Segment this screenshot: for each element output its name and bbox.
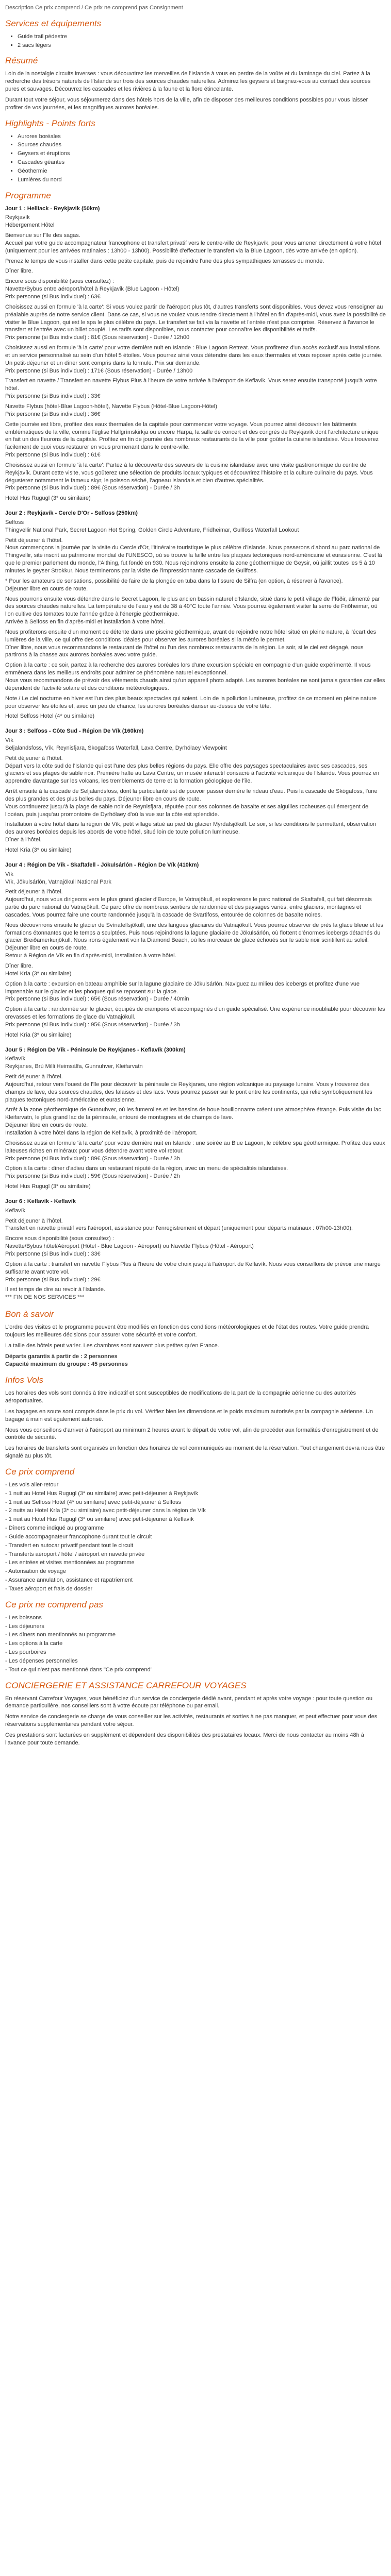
day-paragraph [5,922,386,960]
services-title: Services et équipements [5,18,102,28]
day-line: Déjeuner libre en cours de route. [5,945,88,952]
list-item: - Les vols aller-retour [5,1481,59,1488]
day-paragraph [5,980,386,1004]
info-paragraph: Notre service de conciergerie se charge de vous conseiller sur les activités, restaurants et sorties à ne pas manquer, et peut effectuer pour vous des réservations supplémentaires pendant votre séjour. [5,1714,378,1728]
ce-prix-comprend-title: Ce prix comprend [5,1466,75,1477]
day-line: Hotel Kría (3* ou similaire) [5,847,72,853]
programme-title: Programme [5,190,51,200]
day-line: Arrêt ensuite à la cascade de Seljalandsfoss, dont la particularité est de pouvoir passer derrière le rideau d'eau. Puis la cascade de Skógafoss, l'une des plus grandes et des plus belles du pays. Déjeuner libre en cours de route. [5,788,378,802]
day-paragraph [5,1217,386,1233]
day-line: Vík [5,737,13,744]
list-item: - Assurance annulation, assistance et rapatriement [5,1577,133,1584]
day-section [5,205,386,503]
info-paragraph: En réservant Carrefour Voyages, vous bénéficiez d'un service de conciergerie dédié avant, pendant et après votre voyage : pour toute question ou demande particulière, nos conseillers sont à votre écoute par téléphone ou par email. [5,1695,373,1709]
info-paragraph: Les horaires de transferts sont organisés en fonction des horaires de vol communiqués au moment de la réservation. Tout changement devra nous être signalé au plus tôt. [5,1445,385,1460]
day-line: Vous continuerez jusqu'à la plage de sable noir de Reynisfjara, réputée pour ses colonnes de basalte et ses aiguilles rocheuses qui émergent de l'océan, puis jusqu'au promontoire de Dyrhólaey d'où la vue sur la côte est splendide. [5,803,369,818]
list-item: - Les dîners non mentionnés au programme [5,1632,116,1638]
day-line: Nous découvrirons ensuite le glacier de Svínafellsjökull, une des langues glaciaires du Vatnajökull. Vous pourrez observer de près la glace bleue et les formations étonnantes que le temps a sculptées. Puis nous rejoindrons la lagune glaciaire de Jökulsárlón, où flottent d'énormes icebergs détachés du glacier Breiðamerkurjökull. Nous irons également voir la Diamond Beach, où les morceaux de glace échoués sur le sable noir scintillent au soleil. [5,922,383,944]
day-paragraph [5,403,386,418]
list-item: - 1 nuit au Selfoss Hotel (4* ou similaire) avec petit-déjeuner à Selfoss [5,1499,182,1505]
day-line: Hotel Hus Rugugl (3* ou similaire) [5,495,91,502]
day-line: Prix personne (si Bus individuel) : 61€ [5,452,101,459]
day-title: Jour 4 : Région De Vík - Skaftafell - Jökulsárlón - Région De Vík (410km) [5,861,199,868]
day-paragraph [5,713,386,720]
bon-a-savoir-title: Bon à savoir [5,1309,54,1319]
day-line: Prix personne (si Bus individuel) : 63€ [5,294,101,300]
day-line: Il est temps de dire au revoir à l'Islande. [5,1286,106,1293]
day-title: Jour 3 : Selfoss - Côte Sud - Région De Vík (160km) [5,728,144,735]
day-line: Nous vous recommandons de prévoir des vêtements chauds ainsi qu'un appareil photo adapté. Les aurores boréales ne sont jamais garanties car elles dépendent de l'activité solaire et des conditions météorologiques. [5,677,385,691]
info-paragraph: La taille des hôtels peut varier. Les chambres sont souvent plus petites qu'en France. [5,1342,219,1349]
day-line: Navette Flybus (hôtel-Blue Lagoon-hôtel), Navette Flybus (Hôtel-Blue Lagoon-Hôtel) [5,403,217,410]
day-line: Prix personne (si Bus individuel) : 81€ (Sous réservation) - Durée / 12h00 [5,334,190,341]
list-item: - Autorisation de voyage [5,1568,67,1575]
list-item: ▪ 2 sacs légers [18,42,386,49]
ne-comprend-pas-list [5,1614,386,1674]
day-line: Prix personne (si Bus individuel) : 29€ [5,1276,101,1283]
day-line: Départ vers la côte sud de l'Islande qui est l'une des plus belles régions du pays. Elle offre des paysages spectaculaires avec ses cascades, ses glaciers et ses plages de sable noir. Première halte au Lava Centre, un musée interactif consacré à l'activité volcanique de l'Islande. Vous pourrez en apprendre davantage sur les volcans, les tremblements de terre et la formation géologique de l'île. [5,762,380,785]
highlights-list [5,133,386,184]
list-item: ▪ Géothermie [18,167,386,175]
day-line: Déjeuner libre en cours de route. [5,1122,88,1129]
day-line: Arrêt à la zone géothermique de Gunnuhver, où les fumerolles et les bassins de boue bouillonnante créent une atmosphère étrange. Puis visite du lac Kleifarvatn, le plus grand lac de la péninsule, entouré de montagnes et de champs de lave. [5,1107,381,1121]
day-line: Vík [5,871,13,877]
day-title: Jour 1 : Helliack - Reykjavik (50km) [5,205,100,212]
day-paragraph [5,303,386,342]
conciergerie-title: CONCIERGERIE ET ASSISTANCE CARREFOUR VOYAGES [5,1680,247,1690]
day-line: Bienvenue sur l'île des sagas. [5,232,80,239]
day-line: Nous commençons la journée par la visite du Cercle d'Or, l'itinéraire touristique le plus célèbre d'Islande. Nous passerons d'abord au parc national de Thingvellir, site inscrit au patrimoine mondial de l'UNESCO, où se trouve la faille entre les plaques tectoniques nord-américaine et eurasienne. C'est là que le premier parlement du monde, l'Althing, fut fondé en 930. Nous rejoindrons ensuite la zone géothermique de Geysir, où jaillit toutes les 5 à 10 minutes le geyser Strokkur. Nous terminerons par la visite de l'impressionnante cascade de Gullfoss. [5,545,382,574]
list-item: - Guide accompagnateur francophone durant tout le circuit [5,1533,152,1540]
day-line: * Pour les amateurs de sensations, possibilité de faire de la plongée en tuba dans la fissure de Silfra (en option, à réserver à l'avance). [5,578,343,584]
day-line: Prix personne (si Bus individuel) : 36€ [5,411,101,417]
day-line: Dîner libre. [5,268,33,275]
day-line: Choisissez aussi en formule 'à la carte': Si vous voulez partir de l'aéroport plus tôt, d'autres transferts sont disponibles. Vous devez vous renseigner au préalable auprès de notre service client. Dans ce cas, si vous ne voulez vous rendre directement à l'hôtel en fin d'après-midi, vous avez la possibilité de visiter le Blue Lagoon, qui est le spa le plus célèbre du pays. Le transfert se fait via la navette et l'entrée n'est pas comprise. Réservez à l'avance le transfert et l'entrée avec un billet couplé. Les tarifs sont disponibles, nous contacter pour connaître les disponibilités et tarifs. [5,303,386,333]
day-paragraph [5,596,386,626]
day-paragraph [5,871,386,886]
day-paragraph [5,755,386,785]
day-title: Jour 6 : Keflavík - Keflavík [5,1198,76,1205]
day-paragraph [5,1106,386,1137]
day-paragraph [5,267,386,275]
day-section [5,861,386,1039]
day-line: Cette journée est libre, profitez des eaux thermales de la capitale pour commencer votre voyage. Vous pourrez ainsi découvrir les bâtiments emblématiques de la ville, comme l'église Hallgrímskirkja ou encore Harpa, la salle de concert et des congrès de Reykjavík dont l'architecture unique en fait un des fleurons de la capitale. Profitez en fin de journée des nombreux restaurants de la ville pour goûter la cuisine islandaise. Vous trouverez facilement de quoi vous restaurer en vous promenant dans le centre-ville. [5,421,379,451]
info-paragraph: L'ordre des visites et le programme peuvent être modifiés en fonction des conditions météorologiques et de l'état des routes. Votre guide prendra toujours les meilleures décisions pour assurer votre sécurité et votre confort. [5,1324,369,1338]
day-paragraph [5,1140,386,1163]
list-item: - Les boissons [5,1614,42,1621]
list-item: - Tout ce qui n'est pas mentionné dans "Ce prix comprend" [5,1666,153,1673]
info-paragraph: Capacité maximum du groupe : 45 personnes [5,1361,128,1368]
day-line: Prix personne (si Bus individuel) : 89€ (Sous réservation) - Durée / 3h [5,1155,180,1162]
day-line: Petit déjeuner à l'hôtel. [5,889,63,895]
day-paragraph [5,1207,386,1215]
day-paragraph [5,344,386,375]
day-line: Prix personne (si Bus individuel) : 89€ (Sous réservation) - Durée / 3h [5,485,180,492]
resume-paragraph: Durant tout votre séjour, vous séjournerez dans des hôtels hors de la ville, afin de disposer des meilleures conditions possibles pour vous laisser profiter de vos journées, et les magnifiques aurores boréales. [5,96,368,111]
day-line: Choisissez aussi en formule 'à la carte' pour votre dernière nuit en Islande : Blue Lagoon Retreat. Vous profiterez d'un accès exclusif aux installations et un service personnalisé au sein d'un hôtel 5 étoiles. Vous pourrez ainsi vous détendre dans les eaux thermales et vous reposer après cette journée. Un petit-déjeuner et un dîner sont compris dans la formule. Prix sur demande. [5,345,383,366]
day-line: Vík, Jökulsárlón, Vatnajökull National Park [5,878,111,885]
list-item: ▪ Aurores boréales [18,133,386,141]
day-line: Prix personne (si Bus individuel) : 95€ (Sous réservation) - Durée / 3h [5,1021,180,1028]
list-item: - 2 nuits au Hotel Kría (3* ou similaire) avec petit-déjeuner dans la région de Vík [5,1507,206,1514]
day-line: Transfert en navette / Transfert en navette Flybus Plus à l'heure de votre arrivée à l'aéroport de Keflavik. Vous serez ensuite transporté jusqu'à votre hôtel. [5,378,377,392]
info-paragraph: Ces prestations sont facturées en supplément et dépendent des disponibilités des prestataires locaux. Merci de nous contacter au moins 48h à l'avance pour toute demande. [5,1732,364,1746]
day-paragraph [5,737,386,752]
day-line: Hébergement Hôtel [5,222,55,229]
day-paragraph [5,537,386,575]
day-paragraph [5,629,386,659]
day-line: Seljalandsfoss, Vík, Reynisfjara, Skogafoss Waterfall, Lava Centre, Dyrhólaey Viewpoint [5,744,227,751]
day-paragraph [5,695,386,710]
day-paragraph [5,258,386,265]
day-line: Reykjavík [5,214,30,221]
programme-days [5,205,386,1301]
list-item: ▪ Cascades géantes [18,159,386,166]
day-line: Choisissez aussi en formule 'à la carte': Partez à la découverte des saveurs de la cuisine islandaise avec une visite gastronomique du centre de Reykjavík. Durant cette visite, vous goûterez une sélection de produits locaux typiques et découvrirez l'histoire et la culture culinaire du pays. Vous dégusterez notamment le fameux skyr, le poisson séché, l'agneau islandais et bien d'autres spécialités. [5,462,373,484]
day-line: Installation à votre hôtel dans la région de Vík, petit village situé au pied du glacier Mýrdalsjökull. Le soir, si les conditions le permettent, observation des aurores boréales depuis les abords de votre hôtel, situé loin de toute pollution lumineuse. [5,821,377,836]
day-line: Dîner libre. [5,962,33,969]
day-line: Keflavík [5,1056,26,1062]
day-line: Nous pourrons ensuite vous détendre dans le Secret Lagoon, le plus ancien bassin naturel d'Islande, situé dans le petit village de Flúðir, alimenté par des sources chaudes naturelles. La température de l'eau y est de 38 à 40°C toute l'année. Vous pourrez également visiter la serre de Friðheimar, où l'on cultive des tomates toute l'année grâce à l'énergie géothermique. [5,596,380,618]
list-item: ▪ Geysers et éruptions [18,150,386,158]
day-line: Prix personne (si Bus individuel) : 59€ (Sous réservation) - Durée / 2h [5,1173,180,1180]
day-paragraph [5,1235,386,1258]
day-paragraph [5,578,386,593]
day-paragraph [5,846,386,854]
day-paragraph [5,214,386,229]
infos-vols-title: Infos Vols [5,1375,44,1385]
day-line: Option à la carte : transfert en navette Flybus Plus à l'heure de votre choix jusqu'à l'aéroport de Keflavík. Nous vous conseillons de prévoir une marge suffisante avant votre vol. [5,1261,381,1275]
day-line: Prenez le temps de vous installer dans cette petite capitale, puis de rejoindre l'une des plus sympathiques terrasses du monde. [5,258,324,264]
resume-title: Résumé [5,56,38,66]
day-line: Petit déjeuner à l'hôtel. [5,537,63,544]
intro-line: Description Ce prix comprend / Ce prix ne comprend pas Consignment [5,5,183,11]
list-item: - Les pourboires [5,1649,46,1656]
info-paragraph: Départs garantis à partir de : 2 personnes [5,1353,118,1360]
day-paragraph [5,662,386,692]
list-item: - Les options à la carte [5,1640,63,1647]
list-item: ▪ Guide trail pédestre [18,33,386,41]
day-paragraph [5,888,386,919]
info-paragraph: Les bagages en soute sont compris dans le prix du vol. Vérifiez bien les dimensions et le poids maximum autorisés par la compagnie aérienne. Un bagage à main est également autorisé. [5,1408,373,1422]
day-paragraph [5,1073,386,1104]
list-item: - 1 nuit au Hotel Hus Rugugl (3* ou similaire) avec petit-déjeuner à Reykjavík [5,1490,199,1497]
ne-comprend-pas-title: Ce prix ne comprend pas [5,1599,103,1609]
list-item: - Dîners comme indiqué au programme [5,1525,104,1532]
day-title: Jour 2 : Reykjavík - Cercle D'Or - Selfoss (250km) [5,510,138,517]
day-paragraph [5,1031,386,1039]
list-item: ▪ Lumières du nord [18,176,386,184]
day-paragraph [5,821,386,844]
day-title: Jour 5 : Région De Vík - Péninsule De Reykjanes - Keflavík (300km) [5,1046,186,1053]
day-line: Prix personne (si Bus individuel) : 65€ (Sous réservation) - Durée / 40min [5,996,189,1003]
list-item: - Les dépenses personnelles [5,1657,78,1664]
day-paragraph [5,462,386,492]
day-line: Navette/Bybus hôtel/Aéroport (Hôtel - Blue Lagoon - Aéroport) ou Navette Flybus (Hôtel - Aéroport) [5,1243,254,1250]
day-paragraph [5,962,386,978]
day-paragraph [5,232,386,255]
list-item: - Les déjeuners [5,1623,44,1630]
day-paragraph [5,421,386,459]
list-item: - 1 nuit au Hotel Hus Rugugl (3* ou similaire) avec petit-déjeuner à Keflavík [5,1516,194,1523]
day-line: Transfert en navette privatif vers l'aéroport, assistance pour l'enregistrement et départ (uniquement pour départs matinaux : 07h00-13h00). [5,1225,353,1232]
ce-prix-comprend-list [5,1481,386,1593]
day-line: Prix personne (si Bus individuel) : 171€ (Sous réservation) - Durée / 13h00 [5,367,193,374]
info-paragraph: Nous vous conseillons d'arriver à l'aéroport au minimum 2 heures avant le départ de votre vol, afin de procéder aux formalités d'enregistrement et de contrôle de sécurité. [5,1427,379,1441]
day-line: Dîner libre, nous vous recommandons le restaurant de l'hôtel ou l'un des nombreux restaurants de la région. Le soir, si le ciel est dégagé, nous partirons à la chasse aux aurores boréales avec votre guide. [5,644,364,658]
day-line: Hotel Kría (3* ou similaire) [5,1031,72,1038]
day-line: Arrivée à Selfoss en fin d'après-midi et installation à votre hôtel. [5,619,165,625]
day-section [5,1198,386,1301]
resume-paragraph: Loin de la nostalgie circuits inverses : vous découvrirez les merveilles de l'Islande à vous en perdre de la voûte et du laminage du ciel. Partez à la recherche des trésors naturels de l'Islande sur trois des sources chaudes naturelles. Admirez les geysers et baignez-vous au contact des sources pures et sauvages. Découvrez les cascades et les rivières à la faune et la flore étincelante. [5,71,371,93]
highlights-title: Highlights - Points forts [5,118,95,128]
day-line: Selfoss [5,519,24,526]
day-line: Navette/Bybus entre aéroport/hôtel à Reykjavik (Blue Lagoon - Hôtel) [5,286,180,293]
day-section [5,1046,386,1191]
day-section [5,510,386,720]
day-paragraph [5,1165,386,1180]
day-line: Thingvellir National Park, Secret Lagoon Hot Spring, Golden Circle Adventure, Fridheimar, Gullfoss Waterfall Lookout [5,527,299,533]
day-line: Option à la carte : randonnée sur le glacier, équipés de crampons et accompagnés d'un guide spécialisé. Une expérience inoubliable pour découvrir les crevasses et les formations de glace du Vatnajökull. [5,1006,385,1021]
day-paragraph [5,1055,386,1071]
day-line: *** FIN DE NOS SERVICES *** [5,1294,85,1301]
day-line: Hotel Selfoss Hotel (4* ou similaire) [5,713,95,720]
day-paragraph [5,377,386,400]
list-item: - Les entrées et visites mentionnées au programme [5,1560,135,1566]
day-line: Accueil par votre guide accompagnateur francophone et transfert privatif vers le centre-ville de Reykjavík, pour vous amener directement à votre hôtel (uniquement pour les arrivées matinales : 13h00 - 13h00). Possibilité d'effectuer le transfert via la Blue Lagoon, dès votre arrivée (en option). [5,240,381,254]
list-item: ▪ Sources chaudes [18,141,386,149]
day-line: Prix personne (si Bus individuel) : 33€ [5,1250,101,1257]
day-paragraph [5,495,386,502]
day-line: Option à la carte : excursion en bateau amphibie sur la lagune glaciaire de Jökulsárlón. Naviguez au milieu des icebergs et profitez d'une vue imprenable sur le glacier et les phoques qui se reposent sur la glace. [5,980,360,995]
day-line: Petit déjeuner à l'hôtel. [5,1074,63,1080]
day-line: Keflavík [5,1207,26,1214]
day-line: Note / Le ciel nocturne en hiver est l'un des plus beaux spectacles qui soient. Loin de la pollution lumineuse, profitez de ce moment en pleine nature pour observer les étoiles et, avec un peu de chance, les aurores boréales danser au-dessus de votre tête. [5,695,377,709]
info-paragraph: Les horaires des vols sont donnés à titre indicatif et sont susceptibles de modifications de la part de la compagnie aérienne ou des autorités aéroportuaires. [5,1390,356,1404]
day-line: Dîner à l'hôtel. [5,837,42,843]
day-line: Choisissez aussi en formule 'à la carte' pour votre dernière nuit en Islande : une soirée au Blue Lagoon, le célèbre spa géothermique. Profitez des eaux laiteuses riches en minéraux pour vous détendre avant votre vol retour. [5,1140,385,1154]
day-line: Nous profiterons ensuite d'un moment de détente dans une piscine géothermique, avant de rejoindre notre hôtel situé en pleine nature, à l'écart des lumières de la ville, ce qui offre des conditions idéales pour observer les aurores boréales si la météo le permet. [5,629,377,643]
list-item: - Transferts aéroport / hôtel / aéroport en navette privée [5,1551,145,1557]
day-line: Petit déjeuner à l'hôtel. [5,755,63,761]
day-line: Déjeuner libre en cours de route. [5,585,88,592]
day-line: Aujourd'hui, nous vous dirigeons vers le plus grand glacier d'Europe, le Vatnajökull, et explorerons le parc national de Skaftafell, qui fait désormais partie du parc national du Vatnajökull. Ce parc offre de nombreux sentiers de randonnée et des paysages variés, entre glaciers, montagnes et cascades. Vous pourrez faire une courte randonnée jusqu'à la cascade de Svartifoss, entourée de colonnes de basalte noires. [5,896,372,918]
day-section [5,727,386,854]
day-paragraph [5,1006,386,1029]
services-list [5,33,386,49]
day-paragraph [5,519,386,534]
day-paragraph [5,1261,386,1284]
day-line: Hotel Hus Rugugl (3* ou similaire) [5,1183,91,1190]
day-line: Aujourd'hui, retour vers l'ouest de l'île pour découvrir la péninsule de Reykjanes, une région volcanique au paysage lunaire. Vous y trouverez des champs de lave, des sources chaudes, des falaises et des lacs. Vous pourrez passer sur le pont entre les continents, qui relie symboliquement les plaques tectoniques nord-américaine et eurasienne. [5,1081,372,1103]
day-line: Encore sous disponibilité (sous consultez) : [5,278,114,285]
day-line: Installation à votre hôtel dans la région de Keflavík, à proximité de l'aéroport. [5,1130,198,1136]
list-item: - Taxes aéroport et frais de dossier [5,1585,93,1592]
day-line: Retour à Région de Vík en fin d'après-midi, installation à votre hôtel. [5,953,176,959]
day-line: Encore sous disponibilité (sous consultez) : [5,1235,114,1242]
day-paragraph [5,788,386,818]
day-paragraph [5,1183,386,1191]
day-line: Option à la carte : dîner d'adieu dans un restaurant réputé de la région, avec un menu de spécialités islandaises. [5,1165,288,1172]
day-line: Reykjanes, Brú Milli Heimsálfa, Gunnuhver, Kleifarvatn [5,1063,143,1070]
day-line: Prix personne (si Bus individuel) : 33€ [5,393,101,400]
list-item: - Transfert en autocar privatif pendant tout le circuit [5,1542,134,1549]
day-paragraph [5,278,386,301]
day-paragraph [5,1286,386,1301]
day-line: Option à la carte : ce soir, partez à la recherche des aurores boréales lors d'une excursion spéciale en compagnie d'un guide expérimenté. Il vous emmènera dans les meilleurs endroits pour admirer ce phénomène naturel exceptionnel. [5,662,371,676]
day-line: Hotel Kría (3* ou similaire) [5,970,72,977]
day-line: Petit déjeuner à l'hôtel. [5,1217,63,1224]
